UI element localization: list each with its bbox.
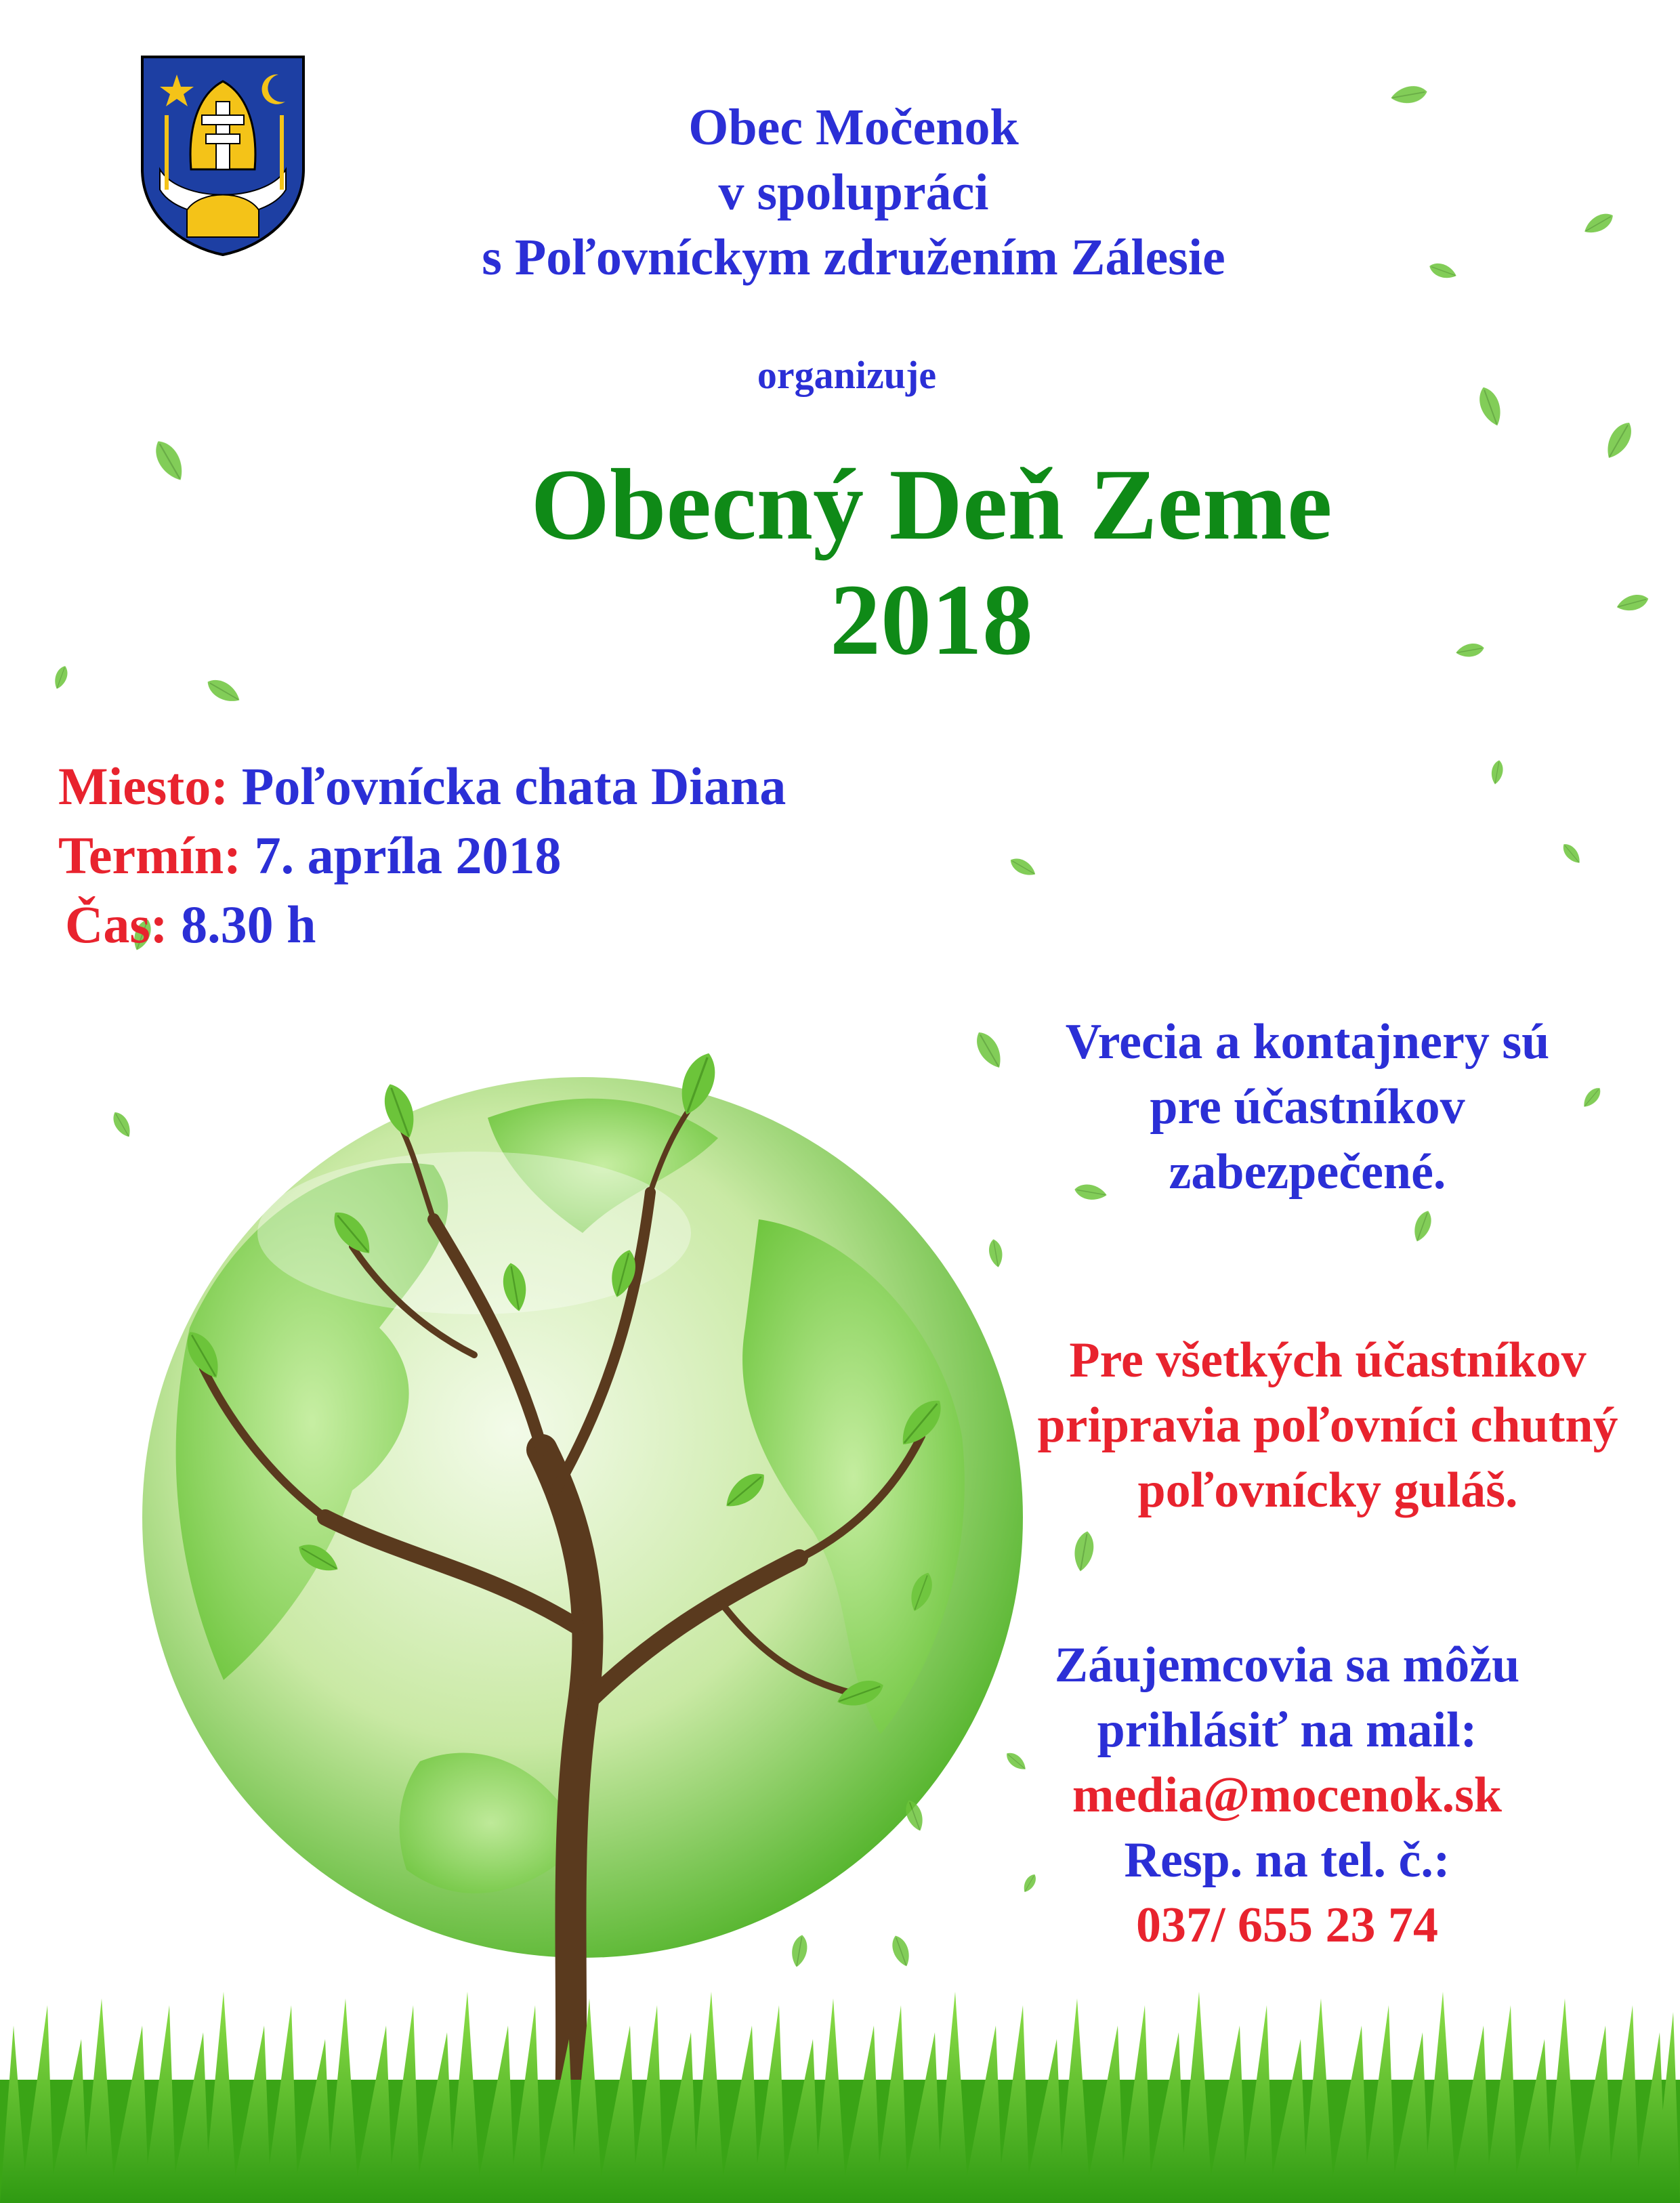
contact-mail-label: prihlásiť na mail: [1097,1702,1477,1758]
event-title-year: 2018 [830,564,1033,676]
goulash-note-line: Pre všetkých účastníkov [1069,1333,1587,1388]
bags-note-line: Vrecia a kontajnery sú [1065,1014,1550,1070]
contact-phone: 037/ 655 23 74 [1135,1897,1439,1953]
time-label: Čas: [65,895,168,954]
event-title-name: Obecný Deň Zeme [530,448,1332,561]
contact-intro: Záujemcovia sa môžu [1054,1637,1520,1693]
coat-of-arms-icon [140,54,306,257]
grass-illustration [0,1992,1680,2203]
event-info [58,752,939,959]
contact-info [948,1633,1626,1958]
goulash-note-line: poľovnícky guláš. [1137,1463,1518,1518]
bags-note [969,1009,1646,1204]
cooperation-text: v spolupráci [718,164,989,221]
event-title [271,447,1592,677]
goulash-note [989,1328,1666,1523]
contact-phone-label: Resp. na tel. č.: [1124,1832,1450,1888]
time-value: 8.30 h [181,895,316,954]
date-row [58,821,939,890]
date-value: 7. apríla 2018 [254,826,562,885]
date-label: Termín: [58,826,242,885]
goulash-note-line: pripravia poľovníci chutný [1037,1398,1618,1453]
time-row [58,890,939,959]
organizer-header [339,95,1368,290]
contact-email[interactable]: media@mocenok.sk [1072,1767,1503,1823]
organizes-text: organizuje [757,353,937,397]
place-label: Miesto: [58,757,229,816]
place-row [58,752,939,821]
partner-name: s Poľovníckym združením Zálesie [482,229,1225,286]
place-value: Poľovnícka chata Diana [241,757,786,816]
bags-note-line: pre účastníkov [1150,1079,1465,1135]
bags-note-line: zabezpečené. [1169,1144,1446,1200]
municipality-name: Obec Močenok [688,99,1019,156]
